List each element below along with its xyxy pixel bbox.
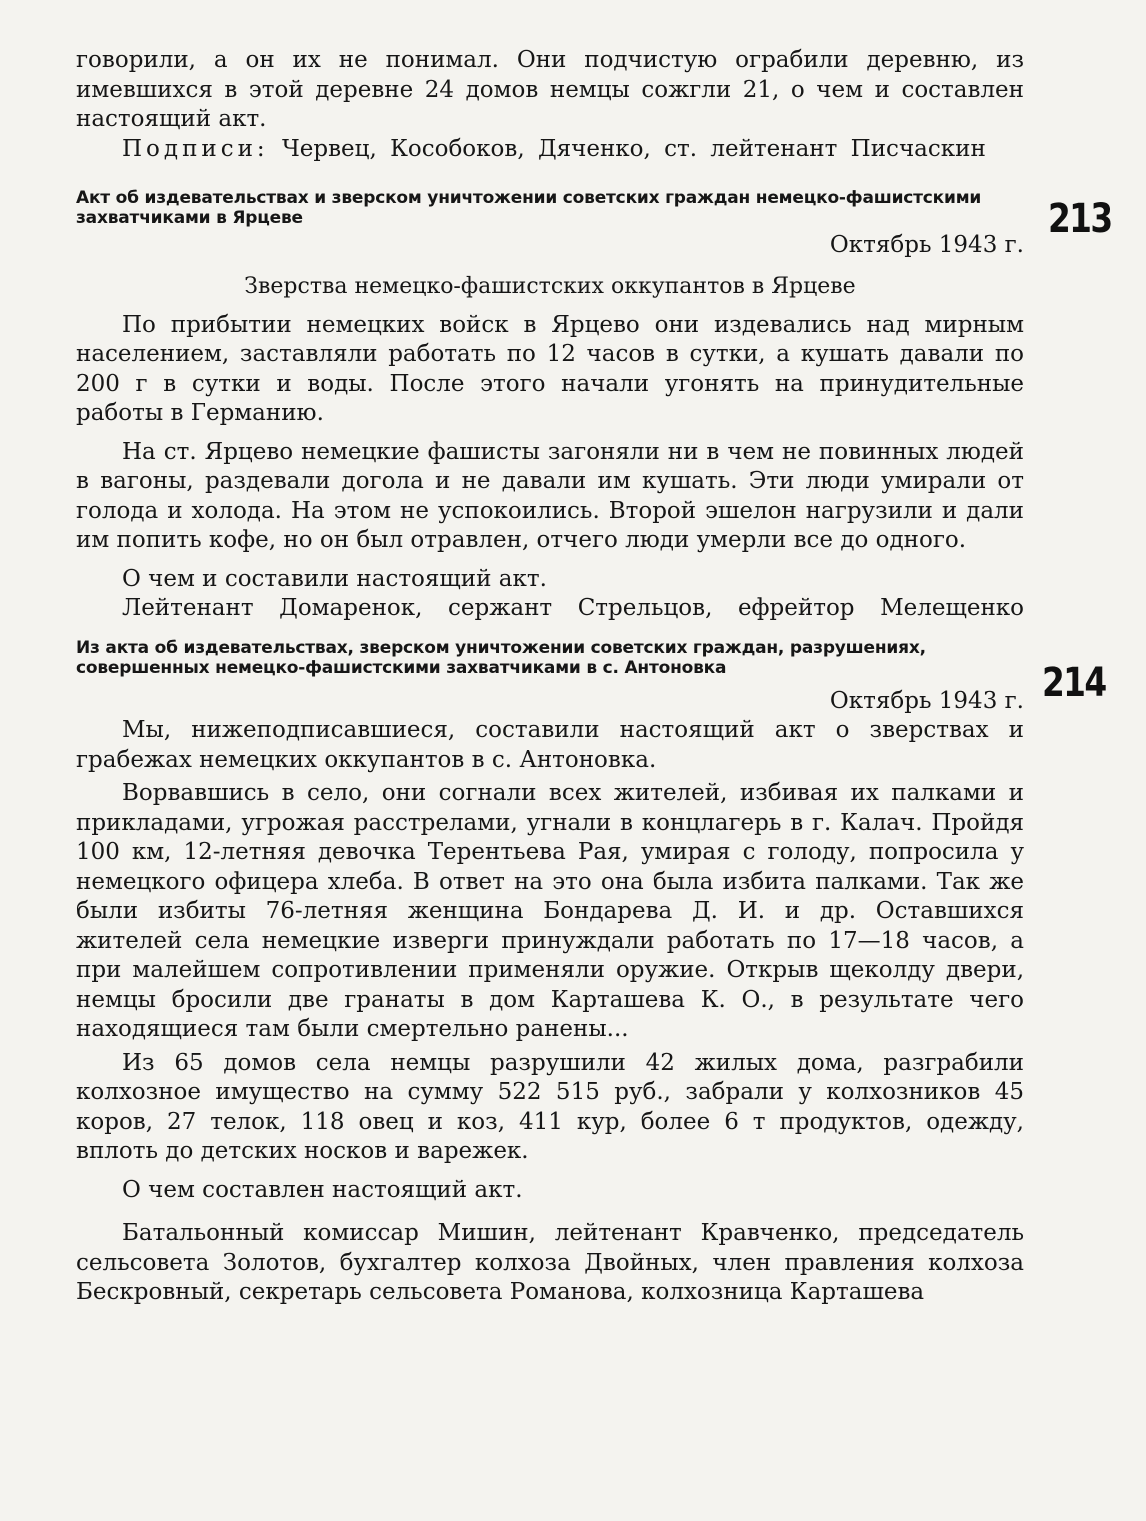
document-number-213: 213: [1048, 196, 1112, 242]
document-214-paragraph-3: Из 65 домов села немцы разрушили 42 жилых дома, разграбили колхозное имущество на сумму 522 515 руб., забрали у колхозников 45 коров, 27 телок, 118 овец и коз, 411 кур, более 6 т продуктов, одежду, вплоть до детских носков и варежек.: [76, 1049, 1024, 1164]
signatures-names: Червец, Кособоков, Дяченко, ст. лейтенант Писчаскин: [282, 135, 986, 162]
document-213-paragraph-1: По прибытии немецких войск в Ярцево они издевались над мирным населением, заставляли работать по 12 часов в сутки, а кушать давали по 200 г в сутки и воды. После этого начали угонять на принудительные работы в Германию.: [76, 311, 1024, 426]
document-page: [76, 46, 1024, 1308]
document-213-paragraph-2: На ст. Ярцево немецкие фашисты загоняли ни в чем не повинных людей в вагоны, раздевали догола и не давали им кушать. Эти люди умирали от голода и холода. На этом не успокоились. Второй эшелон нагрузили и дали им попить кофе, но он был отравлен, отчего люди умерли все до одного.: [76, 438, 1024, 553]
document-213-date: Октябрь 1943 г.: [829, 232, 1024, 258]
intro-paragraph: говорили, а он их не понимал. Они подчистую ограбили деревню, из имевшихся в этой деревне 24 домов немцы сожгли 21, о чем и составлен настоящий акт.: [76, 47, 1024, 132]
document-214-paragraph-1: Мы, нижеподписавшиеся, составили настоящий акт о зверствах и грабежах немецких оккупантов в с. Антоновка.: [76, 717, 1024, 773]
document-214-signatures: Батальонный комиссар Мишин, лейтенант Кравченко, председатель сельсовета Золотов, бухгалтер колхоза Двойных, член правления колхоза Бескровный, секретарь сельсовета Романова, колхозница Карташева: [76, 1220, 1024, 1305]
intro-signatures: [76, 135, 1024, 165]
document-213-heading: Акт об издевательствах и зверском уничтожении советских граждан немецко-фашистскими захватчиками в Ярцеве: [76, 188, 982, 228]
document-214-date: Октябрь 1943 г.: [829, 687, 1024, 714]
signatures-label: Подписи:: [122, 135, 269, 162]
document-213-signatures: Лейтенант Домаренок, сержант Стрельцов, ефрейтор Мелещенко: [122, 595, 1024, 621]
document-214-paragraph-4: О чем составлен настоящий акт.: [122, 1176, 523, 1203]
document-214: [76, 638, 1024, 1308]
document-213-subtitle: Зверства немецко-фашистских оккупантов в Ярцеве: [244, 273, 856, 299]
document-214-paragraph-2: Ворвавшись в село, они согнали всех жителей, избивая их палками и прикладами, угрожая расстрелами, угнали в концлагерь в г. Калач. Пройдя 100 км, 12-летняя девочка Терентьева Рая, умирая с голоду, попросила у немецкого офицера хлеба. В ответ на это она была избита палками. Так же были избиты 76-летняя женщина Бондарева Д. И. и др. Оставшихся жителей села немецкие изверги принуждали работать по 17—18 часов, а при малейшем сопротивлении применяли оружие. Открыв щеколду двери, немцы бросили две гранаты в дом Карташева К. О., в результате чего находящиеся там были смертельно ранены...: [76, 780, 1024, 1042]
document-number-214: 214: [1042, 660, 1106, 706]
document-213-paragraph-3: О чем и составили настоящий акт.: [122, 565, 547, 592]
document-213: [76, 188, 1024, 624]
document-214-heading: Из акта об издевательствах, зверском уничтожении советских граждан, разрушениях, совершенных немецко-фашистскими захватчиками в с. Антоновка: [76, 637, 926, 678]
